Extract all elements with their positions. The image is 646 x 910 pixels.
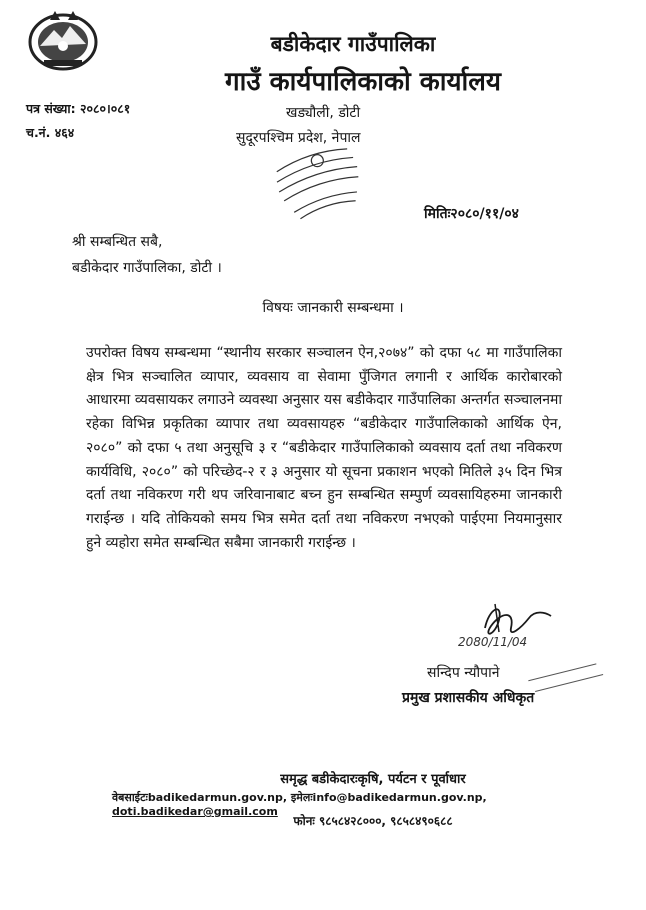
letter-body: उपरोक्त विषय सम्बन्धमा “स्थानीय सरकार सञ्चालन ऐन,२०७४” को दफा ५८ मा गाउँपालिका क्षेत्र भित्र सञ्चालित व्यापार, व्यवसाय वा सेवामा पुँजिगत लगानी र आर्थिक कारोबारको आधारमा व्यवसायकर लगाउने व्यवस्था अनुसार यस बडीकेदार गाउँपालिका अन्तर्गत सञ्चालनमा रहेका विभिन्न प्रकृतिका व्यापार तथा व्यवसायहरु “बडीकेदार गाउँपालिकाको आर्थिक ऐन, २०८०” को दफा ५ तथा अनुसूचि ३ र “बडीकेदार गाउँपालिकाको व्यवसाय दर्ता तथा नविकरण कार्यविधि, २०८०” को परिच्छेद-२ र ३ अनुसार यो सूचना प्रकाशन भएको मितिले ३५ दिन भित्र दर्ता तथा नविकरण गरी थप जरिवानाबाट बच्न हुन सम्बन्धित सम्पुर्ण व्यवसायिहरुमा जानकारी गराईन्छ । यदि तोकियको समय भित्र समेत दर्ता तथा नविकरण नभएको पाईएमा नियमानुसार हुने व्यहोरा समेत सम्बन्धित सबैमा जानकारी गराईन्छ । [86, 345, 562, 551]
dispatch-number: च.नं. ४६४ [26, 125, 75, 140]
letter-number: पत्र संख्या: २०८०।०८१ [26, 101, 131, 116]
municipality-name: बडीकेदार गाउँपालिका [270, 32, 436, 56]
address-line-2: सुदूरपश्चिम प्रदेश, नेपाल [236, 130, 361, 146]
footer-phone: फोनः ९८५८४२८०००, ९८५८४९०६८८ [293, 814, 453, 828]
signatory-name: सन्दिप न्यौपाने [427, 665, 500, 681]
footer-slogan: समृद्ध बडीकेदारःकृषि, पर्यटन र पूर्वाधार [280, 772, 466, 787]
address-line-1: खड्यौली, डोटी [286, 105, 361, 121]
letter-date: मितिः२०८०/११/०४ [424, 206, 519, 222]
signatory-designation: प्रमुख प्रशासकीय अधिकृत [402, 690, 535, 706]
recipient-line-1: श्री सम्बन्धित सबै, [72, 234, 163, 250]
office-name: गाउँ कार्यपालिकाको कार्यालय [225, 67, 501, 97]
office-stamp [265, 145, 375, 225]
recipient-line-2: बडीकेदार गाउँपालिका, डोटी । [72, 260, 222, 276]
footer-email-link[interactable]: doti.badikedar@gmail.com [112, 805, 278, 818]
handwritten-date: 2080/11/04 [458, 635, 528, 649]
subject-line: विषयः जानकारी सम्बन्धमा । [262, 300, 404, 316]
footer-website-email: वेबसाईटःbadikedarmun.gov.np, इमेलःinfo@badikedarmun.gov.np, [112, 791, 487, 804]
